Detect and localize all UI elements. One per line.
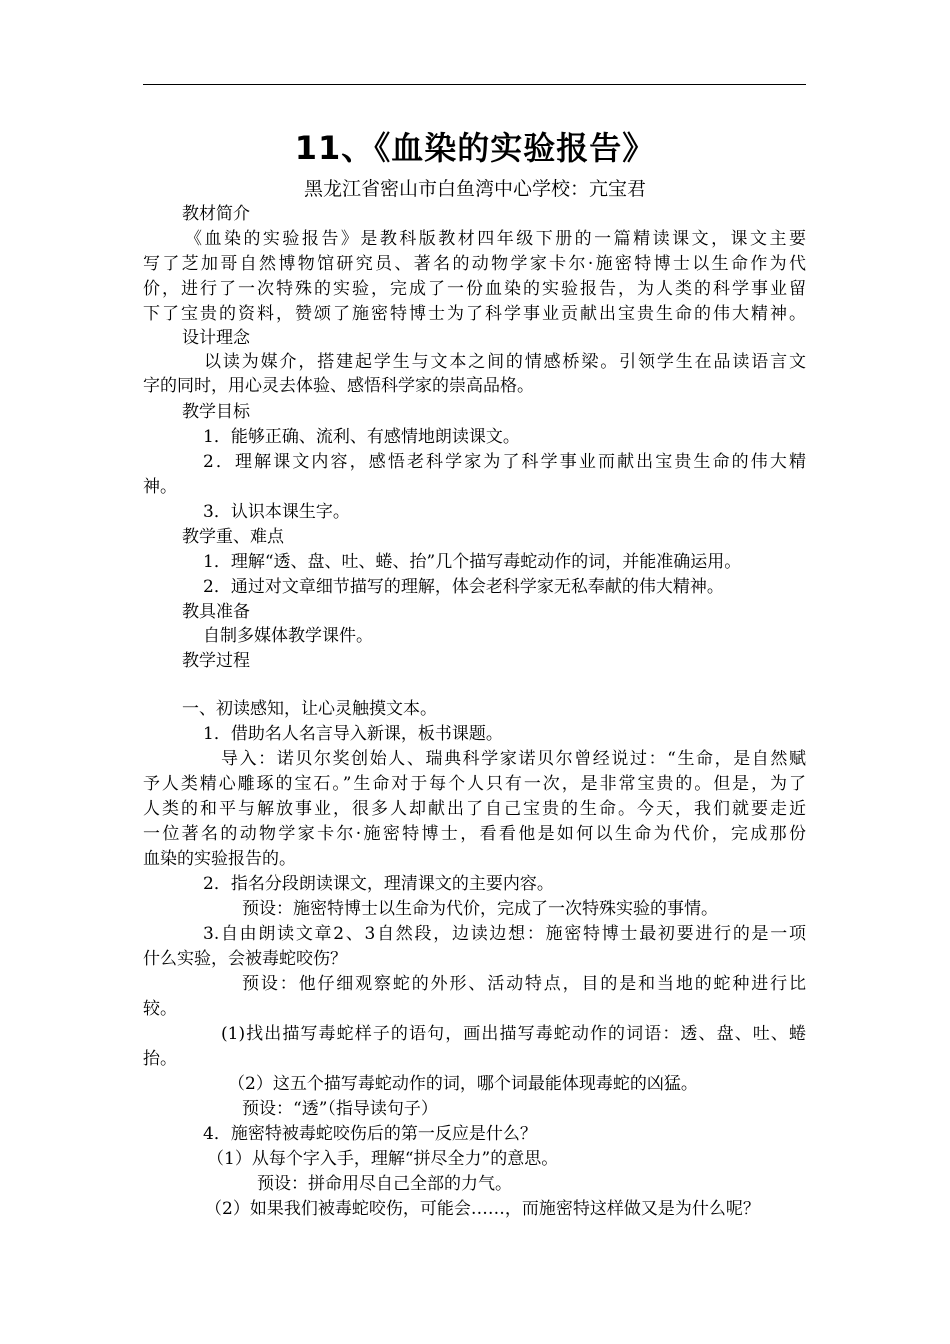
list-item: 2．指名分段朗读课文，理清课文的主要内容。 bbox=[203, 874, 554, 894]
heading-key-points: 教学重、难点 bbox=[182, 527, 284, 547]
heading-teaching-goals: 教学目标 bbox=[182, 402, 250, 422]
section-heading: 一、初读感知，让心灵触摸文本。 bbox=[182, 699, 437, 719]
list-item-continuation: 神。 bbox=[143, 477, 177, 497]
sub-item: (1)找出描写毒蛇样子的语句，画出描写毒蛇动作的词语：透、盘、吐、蜷 bbox=[221, 1024, 806, 1044]
paragraph-line: 字的同时，用心灵去体验、感悟科学家的崇高品格。 bbox=[143, 376, 534, 396]
paragraph-line: 以读为媒介，搭建起学生与文本之间的情感桥梁。引领学生在品读语言文 bbox=[204, 352, 806, 372]
paragraph-line: 血染的实验报告的。 bbox=[143, 849, 296, 869]
preset-continuation: 较。 bbox=[143, 999, 177, 1019]
author-line: 黑龙江省密山市白鱼湾中心学校：亢宝君 bbox=[303, 178, 646, 200]
list-item: 2．理解课文内容，感悟老科学家为了科学事业而献出宝贵生命的伟大精 bbox=[203, 452, 806, 472]
sub-item-continuation: 抬。 bbox=[143, 1049, 177, 1069]
preset-line: 预设：“透”（指导读句子） bbox=[242, 1099, 438, 1119]
paragraph-line: 予人类精心雕琢的宝石。”生命对于每个人只有一次，是非常宝贵的。但是，为了 bbox=[143, 774, 806, 794]
list-item: 3．认识本课生字。 bbox=[203, 502, 350, 522]
paragraph-line: 导入：诺贝尔奖创始人、瑞典科学家诺贝尔曾经说过：“生命，是自然赋 bbox=[221, 749, 806, 769]
paragraph-line: 一位著名的动物学家卡尔·施密特博士，看看他是如何以生命为代价，完成那份 bbox=[143, 824, 806, 844]
paragraph-line: 下了宝贵的资料，赞颂了施密特博士为了科学事业贡献出宝贵生命的伟大精神。 bbox=[143, 304, 806, 324]
list-item: 1．借助名人名言导入新课，板书课题。 bbox=[203, 724, 503, 744]
sub-item: （2）这五个描写毒蛇动作的词，哪个词最能体现毒蛇的凶猛。 bbox=[228, 1074, 698, 1094]
header-rule bbox=[143, 84, 806, 85]
paragraph-line: 自制多媒体教学课件。 bbox=[203, 626, 373, 646]
paragraph-line: 价，进行了一次特殊的实验，完成了一份血染的实验报告，为人类的科学事业留 bbox=[143, 279, 806, 299]
paragraph-line: 人类的和平与解放事业，很多人却献出了自己宝贵的生命。今天，我们就要走近 bbox=[143, 799, 806, 819]
list-item: 4．施密特被毒蛇咬伤后的第一反应是什么？ bbox=[203, 1124, 537, 1144]
heading-design-concept: 设计理念 bbox=[182, 328, 250, 348]
preset-line: 预设：拼命用尽自己全部的力气。 bbox=[257, 1174, 512, 1194]
page-title: 11、《血染的实验报告》 bbox=[294, 129, 656, 167]
list-item: 3.自由朗读文章2、3自然段，边读边想：施密特博士最初要进行的是一项 bbox=[203, 924, 806, 944]
heading-materials: 教具准备 bbox=[182, 602, 250, 622]
heading-teaching-process: 教学过程 bbox=[182, 651, 250, 671]
preset-line: 预设：施密特博士以生命为代价，完成了一次特殊实验的事情。 bbox=[242, 899, 718, 919]
sub-item: （2）如果我们被毒蛇咬伤，可能会……，而施密特这样做又是为什么呢？ bbox=[205, 1199, 760, 1219]
list-item: 2．通过对文章细节描写的理解，体会老科学家无私奉献的伟大精神。 bbox=[203, 577, 724, 597]
preset-line: 预设：他仔细观察蛇的外形、活动特点，目的是和当地的蛇种进行比 bbox=[242, 974, 806, 994]
list-item: 1．能够正确、流利、有感情地朗读课文。 bbox=[203, 427, 520, 447]
heading-textbook-intro: 教材简介 bbox=[182, 204, 250, 224]
list-item-continuation: 什么实验，会被毒蛇咬伤？ bbox=[143, 949, 347, 969]
sub-item: （1）从每个字入手，理解“拼尽全力”的意思。 bbox=[207, 1149, 559, 1169]
paragraph-line: 写了芝加哥自然博物馆研究员、著名的动物学家卡尔·施密特博士以生命作为代 bbox=[143, 254, 806, 274]
paragraph-line: 《血染的实验报告》是教科版教材四年级下册的一篇精读课文，课文主要 bbox=[185, 229, 806, 249]
list-item: 1．理解“透、盘、吐、蜷、抬”几个描写毒蛇动作的词，并能准确运用。 bbox=[203, 552, 742, 572]
